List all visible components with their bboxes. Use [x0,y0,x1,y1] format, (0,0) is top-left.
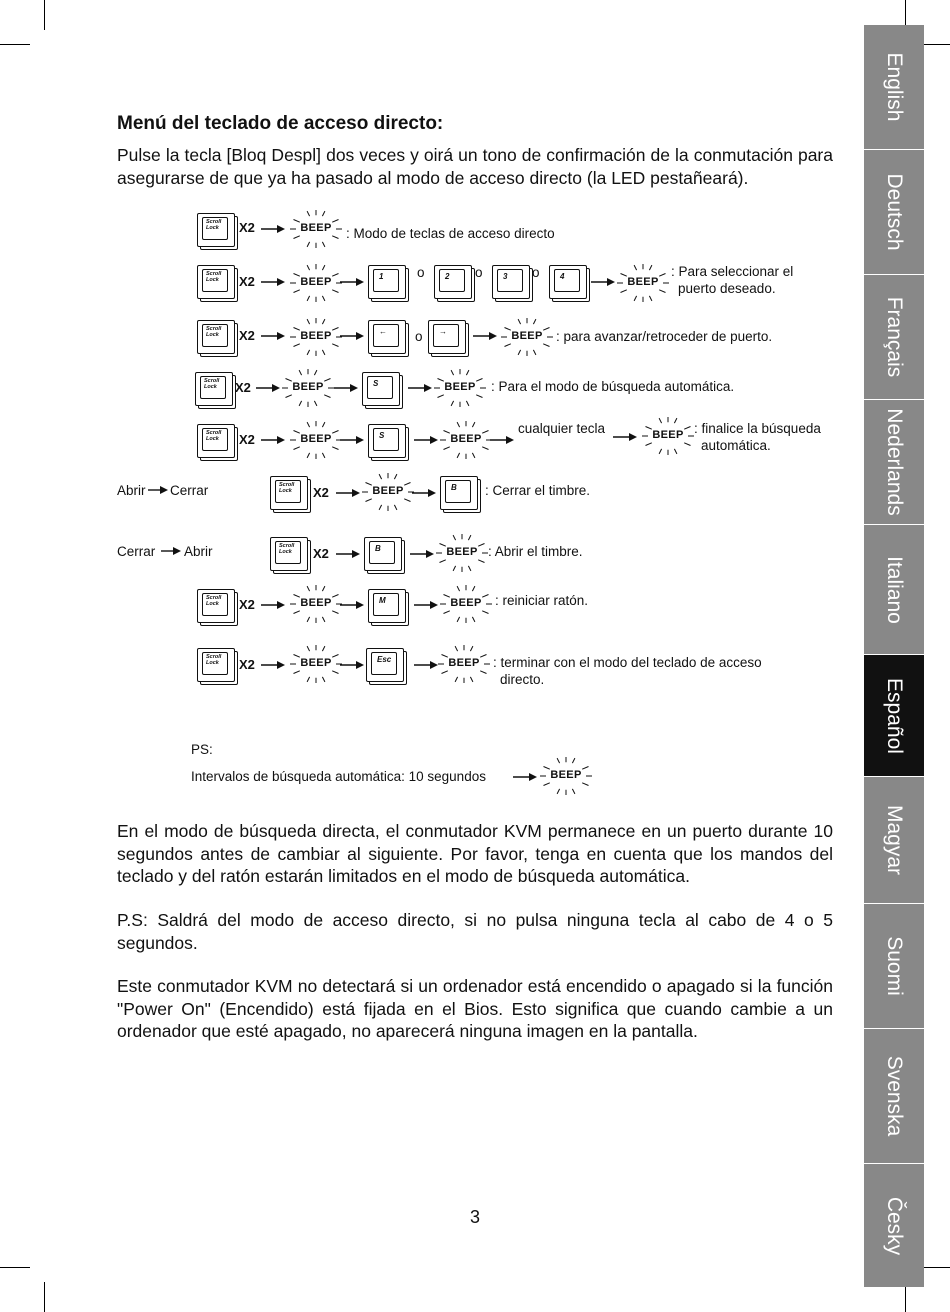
s-key-label: S [379,431,385,440]
paragraph-power-on: Este conmutador KVM no detectará si un ordenador está encendido o apagado si la función "Power On" (Encendido) está fijada en el Bios. Esto significa que cuando cambie a un ordenador que esté apagado, no aparecerá ninguna imagen en la pantalla. [117,976,833,1041]
b-key-label: B [375,544,381,553]
ps-label: PS: [191,742,213,757]
esc-key-label: Esc [377,655,392,664]
x2-label: X2 [239,274,255,289]
row8-label: : reiniciar ratón. [495,593,589,608]
arrow-icon [414,600,438,610]
beep-icon [286,582,346,626]
b-key [364,537,402,571]
beep-icon [278,366,338,410]
x2-label: X2 [235,380,251,395]
beep-icon [286,418,346,462]
m-key-label: M [379,596,386,605]
row2-label: : Para seleccionar el [671,264,794,279]
beep-text: BEEP [652,429,684,441]
s-key [368,424,406,458]
row7-side-open: Abrir [184,544,213,559]
beep-text: BEEP [550,769,582,781]
or-label: o [415,329,423,344]
tab-english[interactable]: English [864,25,924,149]
arrow-icon [340,600,364,610]
x2-label: X2 [239,328,255,343]
scroll-lock-key-label: Scroll Lock [206,271,222,283]
arrow-icon [412,488,436,498]
paragraph-ps-note: P.S: Saldrá del modo de acceso directo, si no pulsa ninguna tecla al cabo de 4 o 5 segundos. [117,910,833,953]
arrow-icon [490,435,514,445]
beep-icon [286,207,346,251]
language-tabs [864,25,924,1287]
arrow-icon [340,277,364,287]
key-3 [492,265,530,299]
or-label: o [532,265,540,280]
row6-side-open: Abrir [117,483,146,498]
beep-icon [436,418,496,462]
b-key-label: B [451,483,457,492]
row9-label-cont: directo. [500,672,545,687]
beep-icon [613,261,673,305]
arrow-icon [334,383,358,393]
beep-text: BEEP [446,546,478,558]
tab-deutsch[interactable]: Deutsch [864,150,924,274]
row9-label: : terminar con el modo del teclado de acceso [493,655,762,670]
scroll-lock-key [197,213,235,247]
beep-text: BEEP [300,276,332,288]
right-arrow-key [428,320,466,354]
row5-any-key-label: cualquier tecla [518,421,606,436]
x2-label: X2 [313,546,329,561]
row5-label: : finalice la búsqueda [694,421,821,436]
row2-label-cont: puerto deseado. [678,281,776,296]
key-3-label: 3 [503,272,508,281]
scroll-lock-key-label: Scroll Lock [204,378,220,390]
arrow-icon [261,224,285,234]
arrow-icon [340,435,364,445]
arrow-icon [336,549,360,559]
scroll-lock-key-label: Scroll Lock [279,482,295,494]
beep-text: BEEP [450,433,482,445]
interval-label: Intervalos de búsqueda automática: 10 segundos [191,769,486,784]
beep-text: BEEP [292,381,324,393]
scroll-lock-key [270,537,308,571]
row4-label: : Para el modo de búsqueda automática. [491,379,735,394]
arrow-icon [473,331,497,341]
arrow-icon [410,549,434,559]
scroll-lock-key [197,265,235,299]
scroll-lock-key-label: Scroll Lock [206,219,222,231]
row5-label-cont: automática. [701,438,771,453]
arrow-icon [408,383,432,393]
arrow-icon [161,546,181,556]
scroll-lock-key-label: Scroll Lock [206,430,222,442]
crop-mark [0,44,30,45]
arrow-icon [261,277,285,287]
paragraph-direct-mode: En el modo de búsqueda directa, el conmutador KVM permanece en un puerto durante 10 segundos antes de cambiar al siguiente. Por favor, tenga en cuenta que los mandos del teclado y del ratón estarán limitados en el modo de búsqueda automática. [117,821,833,886]
row6-label: : Cerrar el timbre. [485,483,591,498]
beep-text: BEEP [300,330,332,342]
m-key [368,589,406,623]
crop-mark [44,0,45,30]
row3-label: : para avanzar/retroceder de puerto. [556,329,773,344]
key-4-label: 4 [560,272,565,281]
tab-francais[interactable]: Français [864,275,924,399]
x2-label: X2 [239,432,255,447]
beep-icon [638,414,698,458]
key-2-label: 2 [445,272,450,281]
x2-label: X2 [313,485,329,500]
arrow-icon [261,435,285,445]
tab-svenska[interactable]: Svenska [864,1029,924,1163]
arrow-icon [261,660,285,670]
beep-text: BEEP [300,657,332,669]
scroll-lock-key [197,648,235,682]
beep-icon [430,366,490,410]
beep-text: BEEP [300,433,332,445]
beep-text: BEEP [627,276,659,288]
beep-icon [436,582,496,626]
scroll-lock-key-label: Scroll Lock [206,595,222,607]
esc-key [366,648,404,682]
arrow-icon [340,660,364,670]
arrow-icon [256,383,280,393]
crop-mark [0,1267,30,1268]
scroll-lock-key [270,476,308,510]
crop-mark [44,1282,45,1312]
key-1 [368,265,406,299]
arrow-icon [340,331,364,341]
tab-italiano[interactable]: Italiano [864,525,924,654]
beep-icon [286,315,346,359]
scroll-lock-key-label: Scroll Lock [206,654,222,666]
arrow-icon [414,435,438,445]
x2-label: X2 [239,220,255,235]
or-label: o [475,265,483,280]
arrow-icon [261,331,285,341]
intro-paragraph: Pulse la tecla [Bloq Despl] dos veces y oirá un tono de confirmación de la conmutación para asegurarse de que ya ha pasado al modo de acceso directo (la LED pestañeará). [117,145,833,188]
scroll-lock-key [197,589,235,623]
beep-icon [286,642,346,686]
scroll-lock-key-label: Scroll Lock [206,326,222,338]
row7-side-close: Cerrar [117,544,156,559]
row6-side-close: Cerrar [170,483,209,498]
arrow-icon [261,600,285,610]
beep-icon [432,531,492,575]
s-key [362,372,400,406]
s-key-label: S [373,379,379,388]
beep-text: BEEP [448,657,480,669]
beep-text: BEEP [300,222,332,234]
scroll-lock-key-label: Scroll Lock [279,543,295,555]
tab-suomi[interactable]: Suomi [864,904,924,1028]
page-number: 3 [469,1207,480,1227]
beep-text: BEEP [444,381,476,393]
right-arrow-key-label: → [439,327,447,336]
beep-text: BEEP [450,597,482,609]
beep-icon [358,470,418,514]
beep-text: BEEP [372,485,404,497]
tab-cesky[interactable]: Česky [864,1164,924,1287]
beep-text: BEEP [300,597,332,609]
arrow-icon [513,772,537,782]
row7-label: : Abrir el timbre. [488,544,583,559]
scroll-lock-key [197,320,235,354]
tab-espanol[interactable]: Español [864,655,924,776]
arrow-icon [336,488,360,498]
b-key [440,476,478,510]
left-arrow-key [368,320,406,354]
key-1-label: 1 [379,272,384,281]
x2-label: X2 [239,597,255,612]
section-heading: Menú del teclado de acceso directo: [117,113,444,134]
crop-mark [920,44,950,45]
or-label: o [417,265,425,280]
beep-icon [497,315,557,359]
row1-label: : Modo de teclas de acceso directo [346,226,555,241]
tab-magyar[interactable]: Magyar [864,777,924,903]
key-4 [549,265,587,299]
arrow-icon [613,432,637,442]
scroll-lock-key [197,424,235,458]
arrow-icon [148,485,168,495]
scroll-lock-key [195,372,233,406]
left-arrow-key-label: ← [379,327,387,336]
tab-nederlands[interactable]: Nederlands [864,400,924,524]
beep-icon [434,642,494,686]
x2-label: X2 [239,657,255,672]
beep-icon [286,261,346,305]
beep-icon [536,754,596,798]
beep-text: BEEP [511,330,543,342]
arrow-icon [591,277,615,287]
key-2 [434,265,472,299]
crop-mark [920,1267,950,1268]
